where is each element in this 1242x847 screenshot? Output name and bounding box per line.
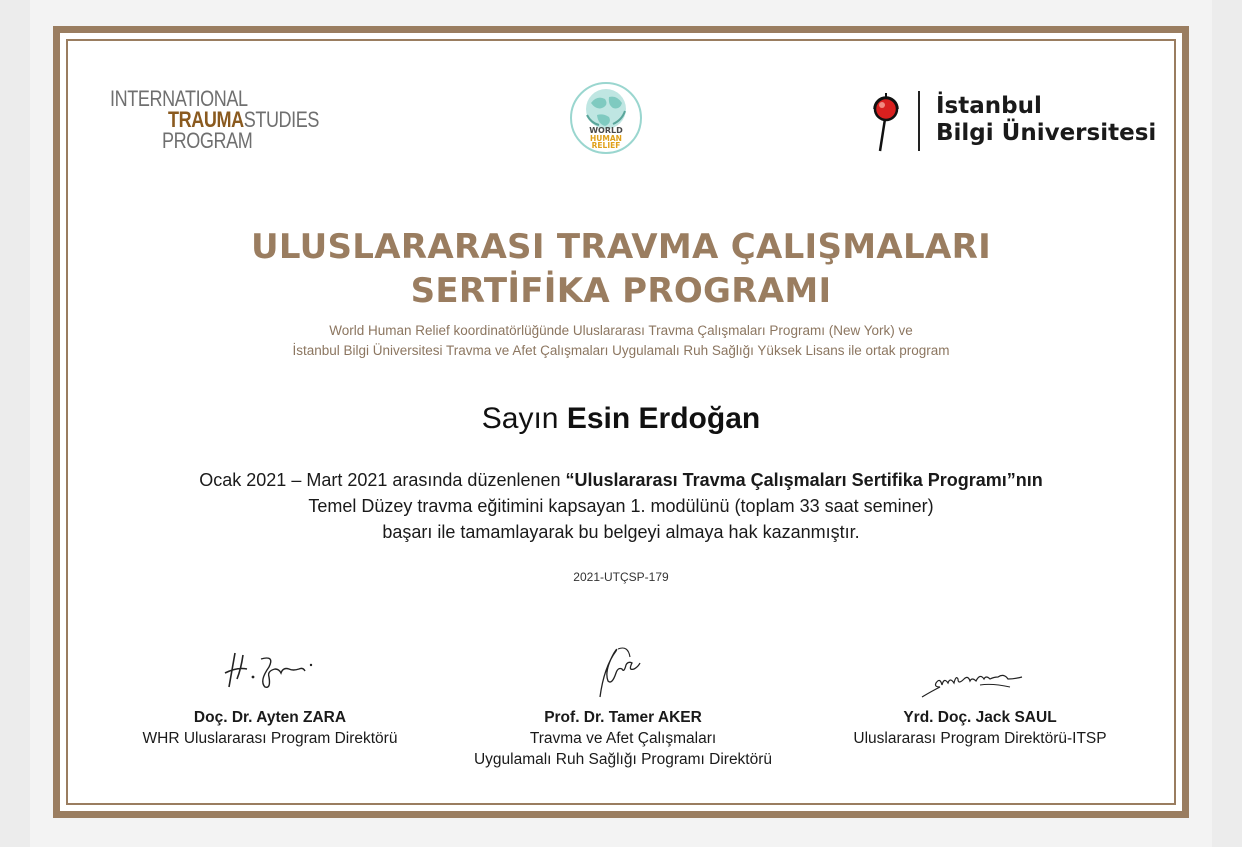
certificate-code: 2021-UTÇSP-179 [573, 570, 669, 584]
recipient-name: Esin Erdoğan [566, 402, 761, 435]
world-human-relief-logo [569, 81, 643, 155]
signature-zara [120, 627, 420, 707]
itsp-logo-line2 [168, 109, 319, 130]
signature-saul-icon [910, 663, 1050, 703]
signatory-aker-name: Prof. Dr. Tamer AKER [544, 709, 702, 726]
certificate-subtitle [60, 321, 1182, 361]
certificate-body [60, 467, 1182, 545]
signatory-saul [820, 627, 1140, 749]
certificate-title-line1: ULUSLARARASI TRAVMA ÇALIŞMALARI [250, 227, 992, 267]
signatory-aker-role-line2: Uygulamalı Ruh Sağlığı Programı Direktörü [473, 751, 773, 768]
certificate-body-line2: Temel Düzey travma eğitimini kapsayan 1. modülünü (toplam 33 saat seminer) [308, 496, 934, 516]
certificate-body-line1 [60, 467, 1182, 493]
itsp-logo-trauma: TRAUMA [168, 107, 244, 132]
itsp-logo-line1: INTERNATIONAL [110, 86, 248, 111]
recipient [60, 399, 1182, 439]
certificate-subtitle-line2: İstanbul Bilgi Üniversitesi Travma ve Afet Çalışmaları Uygulamalı Ruh Sağlığı Yüksek Lisans ile ortak program [292, 343, 950, 358]
certificate-program-name: “Uluslararası Travma Çalışmaları Sertifika Programı”nın [565, 470, 1043, 490]
itsp-logo-line3: PROGRAM [162, 128, 253, 153]
recipient-salutation: Sayın [481, 402, 559, 435]
page-margin-right [1212, 0, 1242, 847]
signatory-zara-role: WHR Uluslararası Program Direktörü [142, 730, 398, 747]
signature-aker [448, 627, 798, 707]
certificate-title [60, 225, 1182, 313]
signature-aker-icon [578, 639, 668, 703]
bilgi-logo-divider [918, 91, 920, 151]
certificate-body-date-range: Ocak 2021 – Mart 2021 arasında düzenlenen [199, 470, 566, 490]
signatory-saul-role: Uluslararası Program Direktörü-ITSP [853, 730, 1107, 747]
page-margin-left [0, 0, 30, 847]
bilgi-logo-text [936, 93, 1156, 147]
signature-zara-icon [215, 643, 325, 703]
certificate-body-line3: başarı ile tamamlayarak bu belgeyi almaya hak kazanmıştır. [382, 522, 860, 542]
bilgi-logo-line1: İstanbul [936, 93, 1042, 119]
signatory-zara [120, 627, 420, 749]
certificate [53, 26, 1189, 818]
whr-logo-word3: RELIEF [591, 141, 621, 150]
whr-logo-word2: HUMAN [590, 134, 622, 143]
itsp-logo [110, 88, 330, 158]
certificate-title-line2: SERTİFİKA PROGRAMI [410, 271, 832, 311]
signatory-aker [448, 627, 798, 770]
bilgi-logo-line2: Bilgi Üniversitesi [936, 120, 1157, 146]
itsp-logo-studies: STUDIES [243, 107, 320, 132]
whr-logo-word1: WORLD [589, 126, 623, 135]
istanbul-bilgi-logo [866, 89, 1156, 155]
signatory-saul-name: Yrd. Doç. Jack SAUL [903, 709, 1057, 726]
bilgi-mark-icon [868, 89, 908, 155]
globe-icon [569, 81, 643, 155]
signatory-aker-role-line1: Travma ve Afet Çalışmaları [529, 730, 717, 747]
signatory-zara-name: Doç. Dr. Ayten ZARA [193, 709, 347, 726]
signature-saul [820, 627, 1140, 707]
certificate-subtitle-line1: World Human Relief koordinatörlüğünde Uluslararası Travma Çalışmaları Programı (New York) ve [329, 323, 913, 338]
